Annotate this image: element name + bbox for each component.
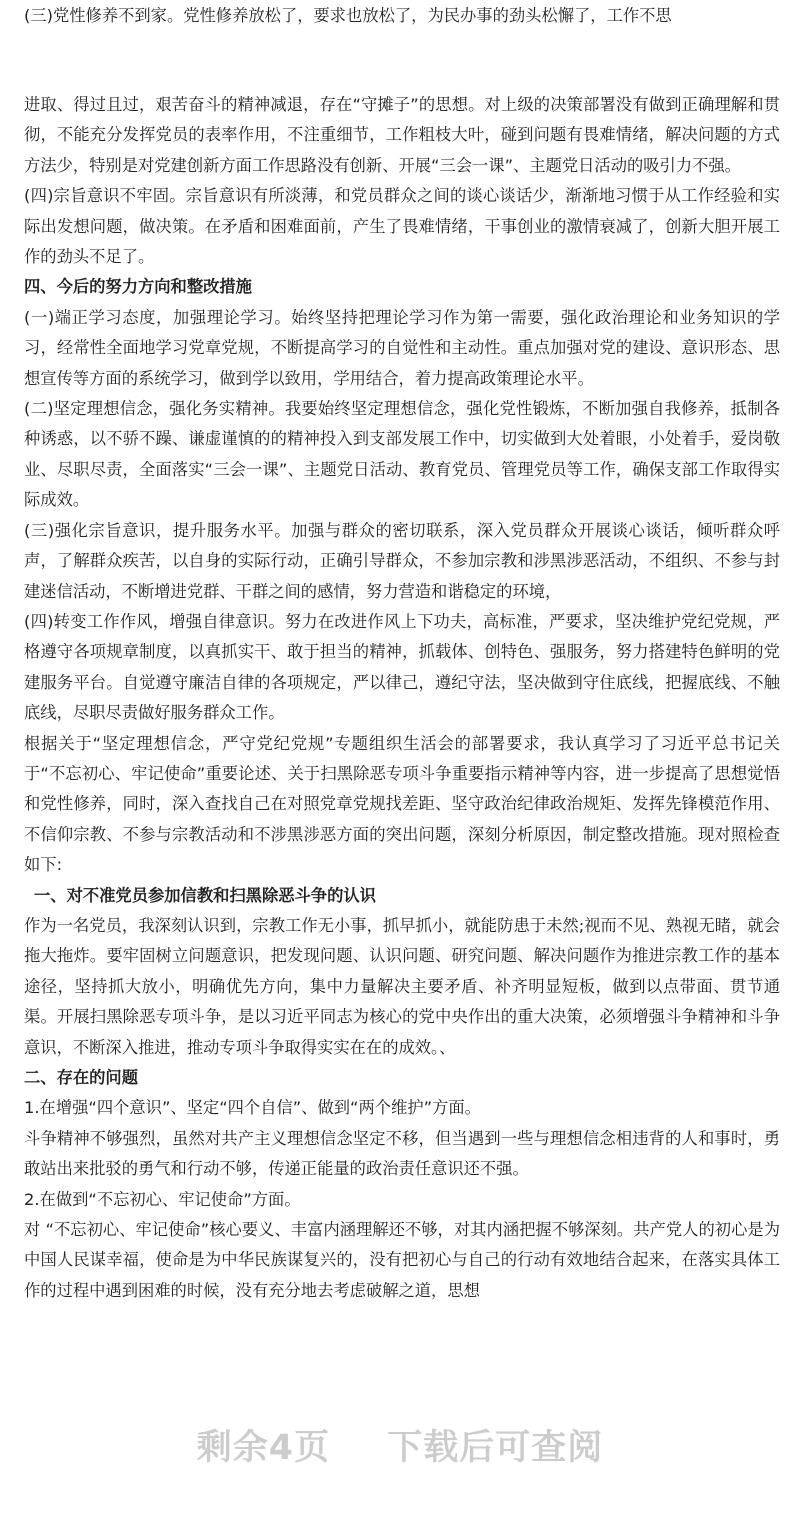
download-to-view-label: 下载后可查阅 <box>387 1428 604 1468</box>
paragraph-6: (四)转变工作作风，增强自律意识。努力在改进作风上下功夫，高标准，严要求，坚决维护党纪党规，严格遵守各项规章制度，以真抓实干、敢于担当的精神，抓载体、创特色、强服务，努力搭建特色鲜明的党建服务平台。自觉遵守廉洁自律的各项规定，严以律己，遵纪守法，坚决做到守住底线，把握底线、不触底线，尽职尽责做好服务群众工作。 <box>24 611 780 723</box>
section-heading-1: 一、对不准党员参加信教和扫黑除恶斗争的认识 <box>34 885 376 905</box>
paragraph-4: (二)坚定理想信念，强化务实精神。我要始终坚定理想信念，强化党性锻炼，不断加强自我修养，抵制各种诱惑，以不骄不躁、谦虚谨慎的的精神投入到支部发展工作中，切实做到大处着眼，小处着手，爱岗敬业、尽职尽责，全面落实“三会一课”、主题党日活动、教育党员、管理党员等工作，确保支部工作取得实际成效。 <box>24 399 780 510</box>
paragraph-2: (四)宗旨意识不牢固。宗旨意识有所淡薄，和党员群众之间的谈心谈话少，渐渐地习惯于从工作经验和实际出发想问题，做决策。在矛盾和困难面前，产生了畏难情绪，干事创业的激情衰减了，创新大胆开展工作的劲头不足了。 <box>24 186 780 267</box>
remaining-pages-banner[interactable] <box>0 1420 800 1470</box>
paragraph-1: 进取、得过且过，艰苦奋斗的精神减退，存在“守摊子”的思想。对上级的决策部署没有做到正确理解和贯彻，不能充分发挥党员的表率作用，不注重细节，工作粗枝大叶，碰到问题有畏难情绪，解决问题的方式方法少，特别是对党建创新方面工作思路没有创新、开展“三会一课”、主题党日活动的吸引力不强。 <box>24 95 780 175</box>
paragraph-0: (三)党性修养不到家。党性修养放松了，要求也放松了，为民办事的劲头松懈了，工作不思 <box>24 6 672 25</box>
paragraph-11: 2.在做到“不忘初心、牢记使命”方面。 <box>24 1189 301 1209</box>
section-heading-2: 二、存在的问题 <box>24 1068 138 1087</box>
paragraph-10: 斗争精神不够强烈，虽然对共产主义理想信念坚定不移，但当遇到一些与理想信念相违背的人和事时，勇敢站出来批驳的勇气和行动不够，传递正能量的政治责任意识还不强。 <box>24 1128 780 1179</box>
section-heading-4: 四、今后的努力方向和整改措施 <box>24 277 252 297</box>
document-body <box>24 90 780 1306</box>
paragraph-8: 作为一名党员，我深刻认识到，宗教工作无小事，抓早抓小，就能防患于未然;视而不见、熟视无睹，就会拖大拖炸。要牢固树立问题意识，把发现问题、认识问题、研究问题、解决问题作为推进宗教工作的基本途径，坚持抓大放小，明确优先方向，集中力量解决主要矛盾、补齐明显短板，做到以点带面、贯节通渠。开展扫黑除恶专项斗争，是以习近平同志为核心的党中央作出的重大决策，必须增强斗争精神和斗争意识，不断深入推进，推动专项斗争取得实实在在的成效。、 <box>24 915 780 1057</box>
paragraph-7: 根据关于“坚定理想信念，严守党纪党规”专题组织生活会的部署要求，我认真学习了习近平总书记关于“不忘初心、牢记使命”重要论述、关于扫黑除恶专项斗争重要指示精神等内容，进一步提高了思想觉悟和党性修养，同时，深入查找自己在对照党章党规找差距、坚守政治纪律政治规矩、发挥先锋模范作用、不信仰宗教、不参与宗教活动和不涉黑涉恶方面的突出问题，深刻分析原因，制定整改措施。现对照检查如下: <box>24 733 780 875</box>
paragraph-3: (一)端正学习态度，加强理论学习。始终坚持把理论学习作为第一需要，强化政治理论和业务知识的学习，经常性全面地学习党章党规，不断提高学习的自觉性和主动性。重点加强对党的建设、意识形态、思想宣传等方面的系统学习，做到学以致用，学用结合，着力提高政策理论水平。 <box>24 307 780 388</box>
paragraph-12: 对 “不忘初心、牢记使命”核心要义、丰富内涵理解还不够，对其内涵把握不够深刻。共产党人的初心是为中国人民谋幸福，使命是为中华民族谋复兴的，没有把初心与自己的行动有效地结合起来，在落实具体工作的过程中遇到困难的时候，没有充分地去考虑破解之道，思想 <box>24 1220 780 1300</box>
paragraph-9: 1.在增强“四个意识”、坚定“四个自信”、做到“两个维护”方面。 <box>24 1098 481 1118</box>
paragraph-5: (三)强化宗旨意识，提升服务水平。加强与群众的密切联系，深入党员群众开展谈心谈话，倾听群众呼声，了解群众疾苦，以自身的实际行动，正确引导群众，不参加宗教和涉黑涉恶活动，不组织、不参与封建迷信活动，不断增进党群、干群之间的感情，努力营造和谐稳定的环境， <box>24 520 780 601</box>
remaining-pages-label: 剩余4页 <box>196 1428 331 1468</box>
